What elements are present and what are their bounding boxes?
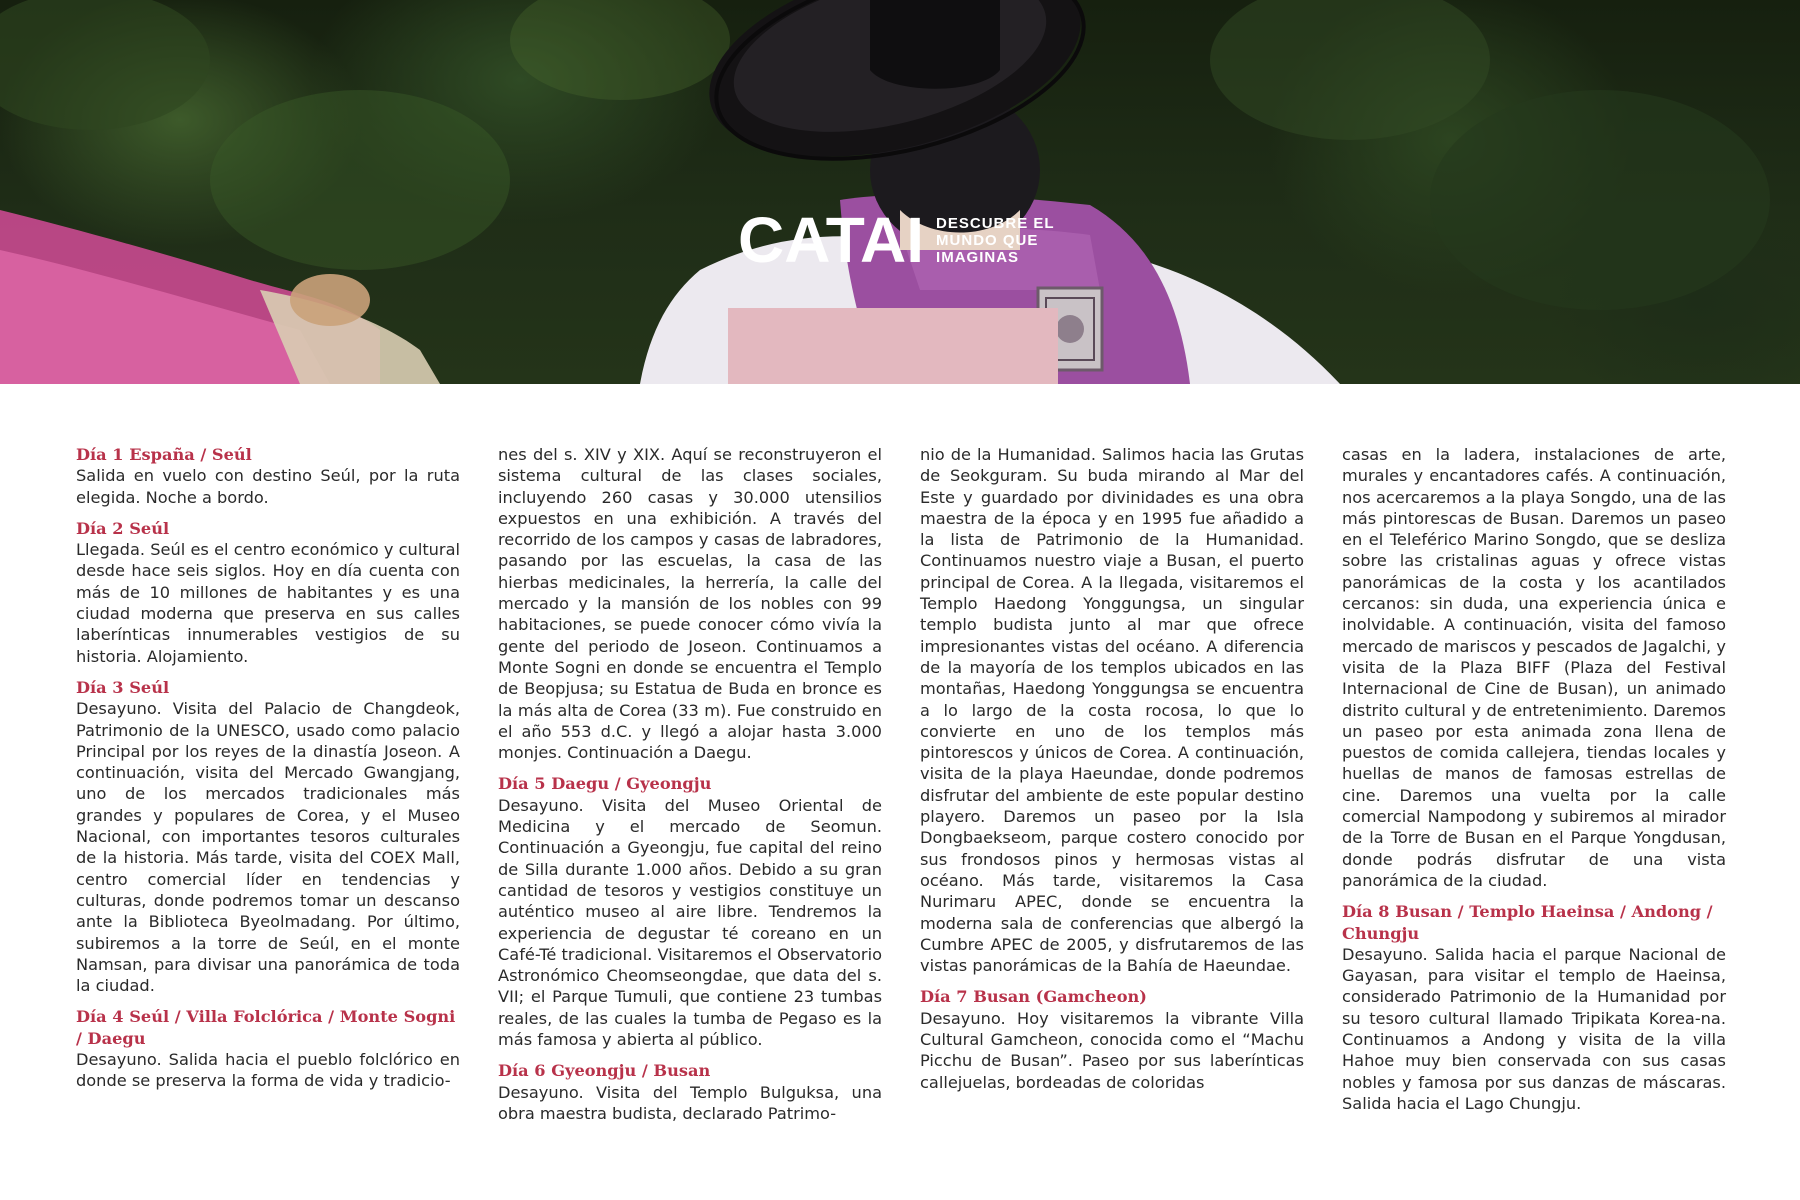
day-block	[920, 986, 1304, 1092]
itinerary-columns	[76, 444, 1726, 1164]
day-body: Desayuno. Hoy visitaremos la vibrante Villa Cultural Gamcheon, conocida como el “Machu Picchu de Busan”. Paseo por sus laberínticas callejuelas, bordeadas de coloridas	[920, 1008, 1304, 1092]
column-3	[920, 444, 1304, 1093]
logo-tagline-line: IMAGINAS	[936, 248, 1020, 266]
logo-tagline-line: MUNDO QUE	[936, 231, 1039, 249]
day-body: nes del s. XIV y XIX. Aquí se reconstruyeron el sistema cultural de las clases sociales, incluyendo 260 casas y 30.000 utensilios expuestos en una exhibición. A través del recorrido de los campos y casas de labradores, pasando por las escuelas, la casa de las hierbas medicinales, la herrería, la calle del mercado y la mansión de los nobles con 99 habitaciones, se puede conocer cómo vivía la gente del periodo de Joseon. Continuamos a Monte Sogni en donde se encuentra el Templo de Beopjusa; su Estatua de Buda en bronce es la más alta de Corea (33 m). Fue construido en el año 553 d.C. y llegó a alojar hasta 3.000 monjes. Continuación a Daegu.	[498, 445, 882, 763]
day-block	[76, 518, 460, 667]
day-title: Día 8 Busan / Templo Haeinsa / Andong / Chungju	[1342, 902, 1713, 943]
column-4	[1342, 444, 1726, 1114]
day-body: casas en la ladera, instalaciones de arte, murales y encantadores cafés. A continuación, nos acercaremos a la playa Songdo, una de las más pintorescas de Busan. Daremos un paseo en el Teleférico Marino Songdo, que se desliza sobre las cristalinas aguas y ofrece vistas panorámicas de la costa y los acantilados cercanos: sin duda, una experiencia única e inolvidable. A continuación, visita del famoso mercado de mariscos y pescados de Jagalchi, y visita de la Plaza BIFF (Plaza del Festival Internacional de Cine de Busan), un animado distrito cultural y de entretenimiento. Daremos un paseo por esta animada zona llena de puestos de comida callejera, tiendas locales y huellas de manos de famosas estrellas de cine. Daremos una vuelta por la calle comercial Nampodong y subiremos al mirador de la Torre de Busan en el Parque Yongdusan, donde podrás disfrutar de una vista panorámica de la ciudad.	[1342, 445, 1726, 890]
day-title: Día 6 Gyeongju / Busan	[498, 1061, 711, 1081]
logo-tagline-line: DESCUBRE EL	[936, 214, 1055, 232]
day-body: Desayuno. Salida hacia el parque Nacional de Gayasan, para visitar el templo de Haeinsa, considerado Patrimonio de la Humanidad por su tesoro cultural llamado Tripikata Korea-na. Continuamos a Andong y visita de la villa Hahoe muy bien conservada con sus casas nobles y famosa por sus danzas de máscaras. Salida hacia el Lago Chungju.	[1342, 944, 1726, 1113]
day-block	[1342, 444, 1726, 891]
day-title: Día 3 Seúl	[76, 677, 170, 697]
catai-logo	[738, 204, 1055, 276]
day-body: Desayuno. Visita del Templo Bulguksa, una obra maestra budista, declarado Patrimo-	[498, 1082, 882, 1123]
day-block	[76, 444, 460, 508]
day-body: Llegada. Seúl es el centro económico y cultural desde hace seis siglos. Hoy en día cuenta con más de 10 millones de habitantes y es una ciudad moderna que preserva en sus calles laberínticas innumerables vestigios de su historia. Alojamiento.	[76, 540, 460, 666]
day-block	[920, 444, 1304, 976]
column-2	[498, 444, 882, 1124]
day-block	[498, 773, 882, 1050]
hero-banner	[0, 0, 1800, 384]
day-title: Día 1 España / Seúl	[76, 445, 252, 464]
day-body: Salida en vuelo con destino Seúl, por la ruta elegida. Noche a bordo.	[76, 466, 460, 507]
day-body: Desayuno. Visita del Palacio de Changdeok, Patrimonio de la UNESCO, usado como palacio Principal por los reyes de la dinastía Joseon. A continuación, visita del Mercado Gwangjang, uno de los mercados tradicionales más grandes y populares de Corea, y el Museo Nacional, con importantes tesoros culturales de la historia. Más tarde, visita del COEX Mall, centro comercial líder en tendencias y culturas, donde podremos tomar un descanso ante la Biblioteca Byeolmadang. Por último, subiremos a la torre de Seúl, en el monte Namsan, para divisar una panorámica de toda la ciudad.	[76, 699, 460, 996]
day-block	[76, 1006, 460, 1091]
column-1	[76, 444, 460, 1092]
day-title: Día 2 Seúl	[76, 518, 170, 538]
logo-tagline	[936, 215, 1055, 266]
day-body: nio de la Humanidad. Salimos hacia las Grutas de Seokguram. Su buda mirando al Mar del Este y guardado por divinidades es una obra maestra de la época y en 1995 fue añadido a la lista de Patrimonio de la Humanidad. Continuamos nuestro viaje a Busan, el puerto principal de Corea. A la llegada, visitaremos el Templo Haedong Yonggungsa, un singular templo budista junto al mar que ofrece impresionantes vistas del océano. A diferencia de la mayoría de los templos ubicados en las montañas, Haedong Yonggungsa se encuentra a lo largo de la costa rocosa, lo que lo convierte en uno de los templos más pintorescos y únicos de Corea. A continuación, visita de la playa Haeundae, donde podremos disfrutar del ambiente de este popular destino playero. Daremos un paseo por la Isla Dongbaekseom, parque costero conocido por sus frondosos pinos y hermosas vistas al océano. Más tarde, visitaremos la Casa Nurimaru APEC, donde se encuentra la moderna sala de conferencias que albergó la Cumbre APEC de 2005, y disfrutaremos de las vistas panorámicas de la Bahía de Haeundae.	[920, 445, 1304, 976]
day-block	[76, 677, 460, 996]
day-block	[498, 1060, 882, 1124]
day-title: Día 7 Busan (Gamcheon)	[920, 987, 1147, 1007]
logo-wordmark: CATAI	[738, 204, 925, 276]
day-block	[498, 444, 882, 763]
day-body: Desayuno. Visita del Museo Oriental de Medicina y el mercado de Seomun. Continuación a Gyeongju, fue capital del reino de Silla durante 1.000 años. Debido a su gran cantidad de tesoros y vestigios constituye un auténtico museo al aire libre. Tendremos la experiencia de degustar té coreano en un Café-Té tradicional. Visitaremos el Observatorio Astronómico Cheomseongdae, que data del s. VII; el Parque Tumuli, que contiene 23 tumbas reales, de las cuales la tumba de Pegaso es la más famosa y abierta al público.	[498, 795, 882, 1050]
day-body: Desayuno. Salida hacia el pueblo folclórico en donde se preserva la forma de vida y tradicio-	[76, 1050, 460, 1091]
day-title: Día 4 Seúl / Villa Folclórica / Monte Sogni / Daegu	[76, 1007, 456, 1048]
pink-accent-block	[728, 308, 1058, 384]
day-block	[1342, 901, 1726, 1114]
day-title: Día 5 Daegu / Gyeongju	[498, 774, 712, 794]
